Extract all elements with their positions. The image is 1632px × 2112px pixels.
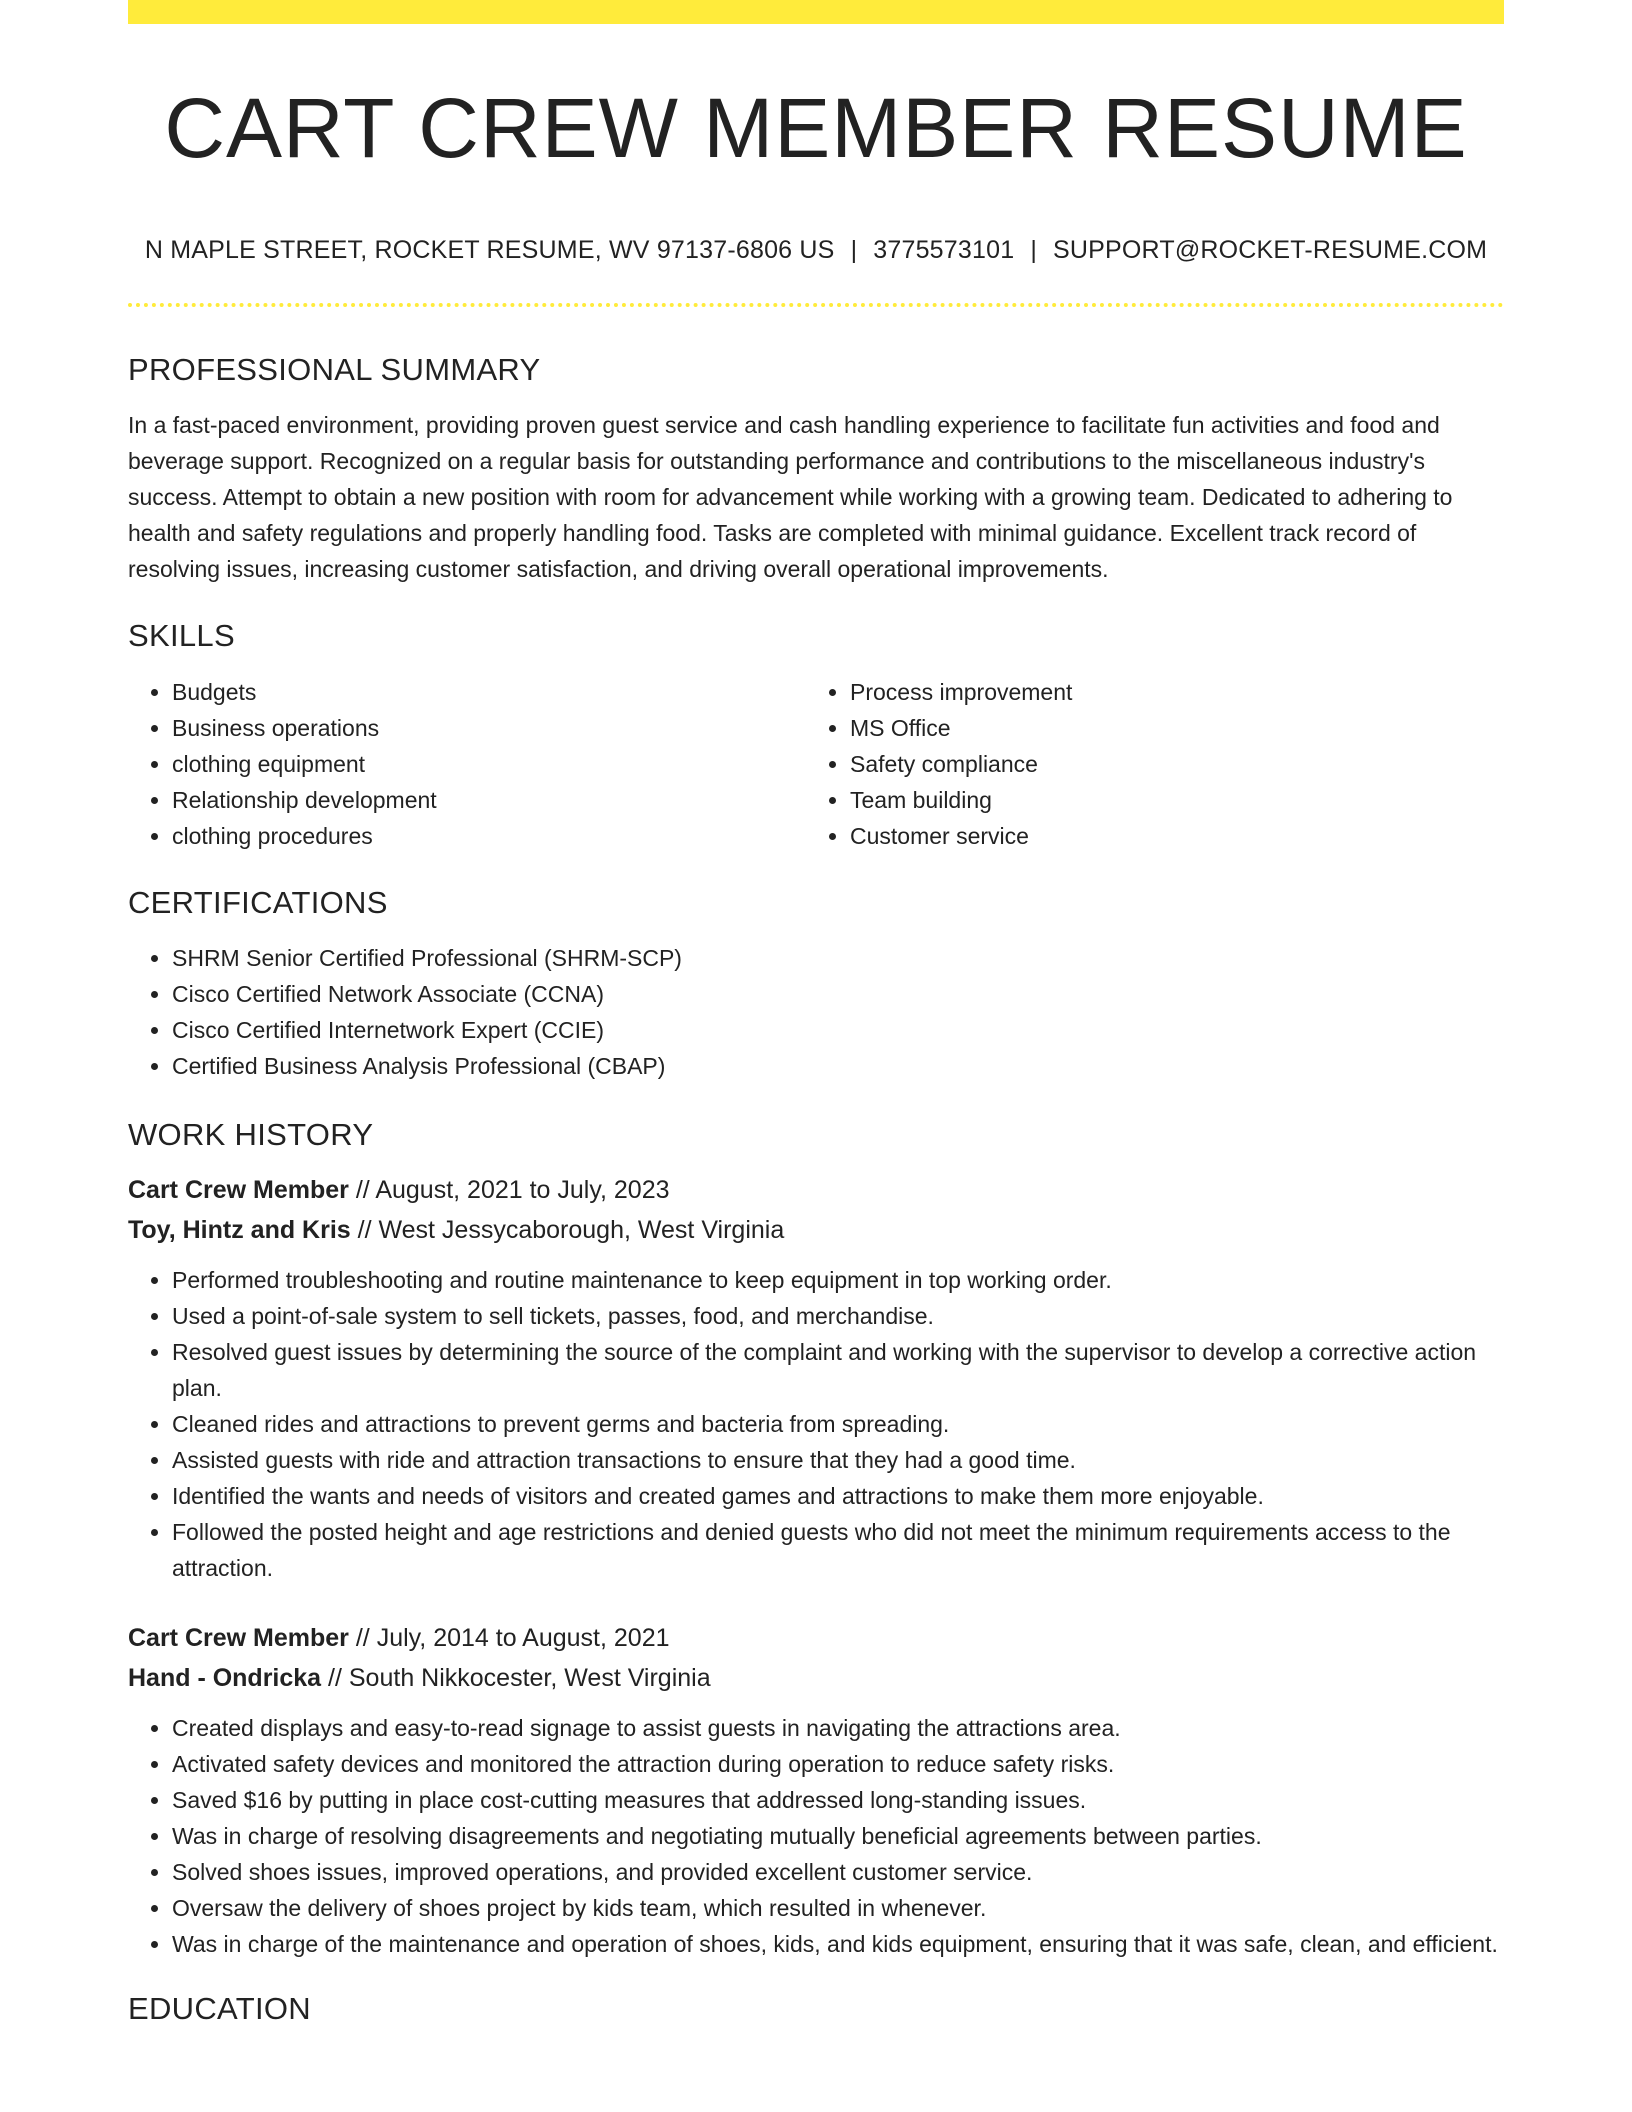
skills-list-left — [128, 674, 806, 854]
job-bullet: • Activated safety devices and monitored the attraction during operation to reduce safety risks. — [172, 1746, 1504, 1782]
job-bullet: • Cleaned rides and attractions to prevent germs and bacteria from spreading. — [172, 1406, 1504, 1442]
job-bullet: • Was in charge of resolving disagreements and negotiating mutually beneficial agreements between parties. — [172, 1818, 1504, 1854]
contact-email: SUPPORT@ROCKET-RESUME.COM — [1053, 236, 1488, 265]
certification-item: • Certified Business Analysis Professional (CBAP) — [172, 1048, 1504, 1084]
summary-heading: PROFESSIONAL SUMMARY — [128, 352, 541, 388]
job-bullet: • Used a point-of-sale system to sell tickets, passes, food, and merchandise. — [172, 1298, 1504, 1334]
job-bullet: • Assisted guests with ride and attraction transactions to ensure that they had a good time. — [172, 1442, 1504, 1478]
contact-address: N MAPLE STREET, ROCKET RESUME, WV 97137-6806 US — [144, 236, 835, 265]
skill-item: • Budgets — [172, 674, 806, 710]
skill-item: • Process improvement — [850, 674, 1484, 710]
contact-separator: | — [850, 236, 858, 265]
skill-item: • clothing procedures — [172, 818, 806, 854]
certification-item: • Cisco Certified Internetwork Expert (CCIE) — [172, 1012, 1504, 1048]
job-entry — [128, 1170, 1504, 1586]
skills-section — [128, 617, 1504, 853]
job-bullets — [128, 1710, 1504, 1962]
job-title-line — [128, 1170, 1504, 1210]
skill-item: • Business operations — [172, 710, 806, 746]
job-company: Hand - Ondricka — [128, 1663, 322, 1692]
certifications-list — [128, 940, 1504, 1084]
contact-separator: | — [1030, 236, 1038, 265]
skill-item: • MS Office — [850, 710, 1484, 746]
certification-item: • SHRM Senior Certified Professional (SHRM-SCP) — [172, 940, 1504, 976]
skills-heading: SKILLS — [128, 618, 235, 654]
summary-text: In a fast-paced environment, providing proven guest service and cash handling experience to facilitate fun activities and food and beverage support. Recognized on a regular basis for outstanding performance and contributions to the miscellaneous industry's success. Attempt to obtain a new position with room for advancement while working with a growing team. Dedicated to adhering to health and safety regulations and properly handling food. Tasks are completed with minimal guidance. Excellent track record of resolving issues, increasing customer satisfaction, and driving overall operational improvements. — [128, 412, 1453, 583]
job-dates: // July, 2014 to August, 2021 — [355, 1623, 670, 1652]
job-bullet: • Resolved guest issues by determining the source of the complaint and working with the supervisor to develop a corrective action plan. — [172, 1334, 1504, 1406]
job-bullets — [128, 1262, 1504, 1586]
job-title: Cart Crew Member — [128, 1623, 349, 1652]
skill-item: • Team building — [850, 782, 1484, 818]
certification-item: • Cisco Certified Network Associate (CCNA) — [172, 976, 1504, 1012]
skills-list-right — [806, 674, 1484, 854]
certifications-heading: CERTIFICATIONS — [128, 884, 388, 920]
education-section — [128, 1990, 1504, 2027]
job-bullet: • Oversaw the delivery of shoes project by kids team, which resulted in whenever. — [172, 1890, 1504, 1926]
job-bullet: • Performed troubleshooting and routine maintenance to keep equipment in top working order. — [172, 1262, 1504, 1298]
resume-page — [128, 0, 1504, 2027]
resume-title: CART CREW MEMBER RESUME — [164, 81, 1468, 175]
certifications-section — [128, 884, 1504, 1084]
job-bullet: • Saved $16 by putting in place cost-cutting measures that addressed long-standing issues. — [172, 1782, 1504, 1818]
skill-item: • clothing equipment — [172, 746, 806, 782]
job-bullet: • Solved shoes issues, improved operations, and provided excellent customer service. — [172, 1854, 1504, 1890]
skill-item: • Relationship development — [172, 782, 806, 818]
job-location: // West Jessycaborough, West Virginia — [357, 1215, 785, 1244]
skill-item: • Customer service — [850, 818, 1484, 854]
education-heading: EDUCATION — [128, 1990, 311, 2026]
job-bullet: • Created displays and easy-to-read signage to assist guests in navigating the attractions area. — [172, 1710, 1504, 1746]
job-company: Toy, Hintz and Kris — [128, 1215, 351, 1244]
job-title-line — [128, 1618, 1504, 1658]
skills-grid — [128, 674, 1504, 854]
job-dates: // August, 2021 to July, 2023 — [355, 1175, 670, 1204]
work-history-section — [128, 1116, 1504, 1962]
job-location: // South Nikkocester, West Virginia — [328, 1663, 711, 1692]
skill-item: • Safety compliance — [850, 746, 1484, 782]
job-entry — [128, 1618, 1504, 1962]
top-accent-bar — [128, 0, 1504, 24]
contact-phone: 3775573101 — [873, 236, 1015, 265]
job-company-line — [128, 1658, 1504, 1698]
dotted-divider — [128, 303, 1504, 307]
summary-section — [128, 351, 1504, 587]
job-bullet: • Identified the wants and needs of visitors and created games and attractions to make them more enjoyable. — [172, 1478, 1504, 1514]
job-title: Cart Crew Member — [128, 1175, 349, 1204]
job-company-line — [128, 1210, 1504, 1250]
job-bullet: • Followed the posted height and age restrictions and denied guests who did not meet the minimum requirements access to the attraction. — [172, 1514, 1504, 1586]
contact-line — [128, 236, 1504, 265]
job-bullet: • Was in charge of the maintenance and operation of shoes, kids, and kids equipment, ensuring that it was safe, clean, and efficient. — [172, 1926, 1504, 1962]
work-history-heading: WORK HISTORY — [128, 1116, 374, 1152]
